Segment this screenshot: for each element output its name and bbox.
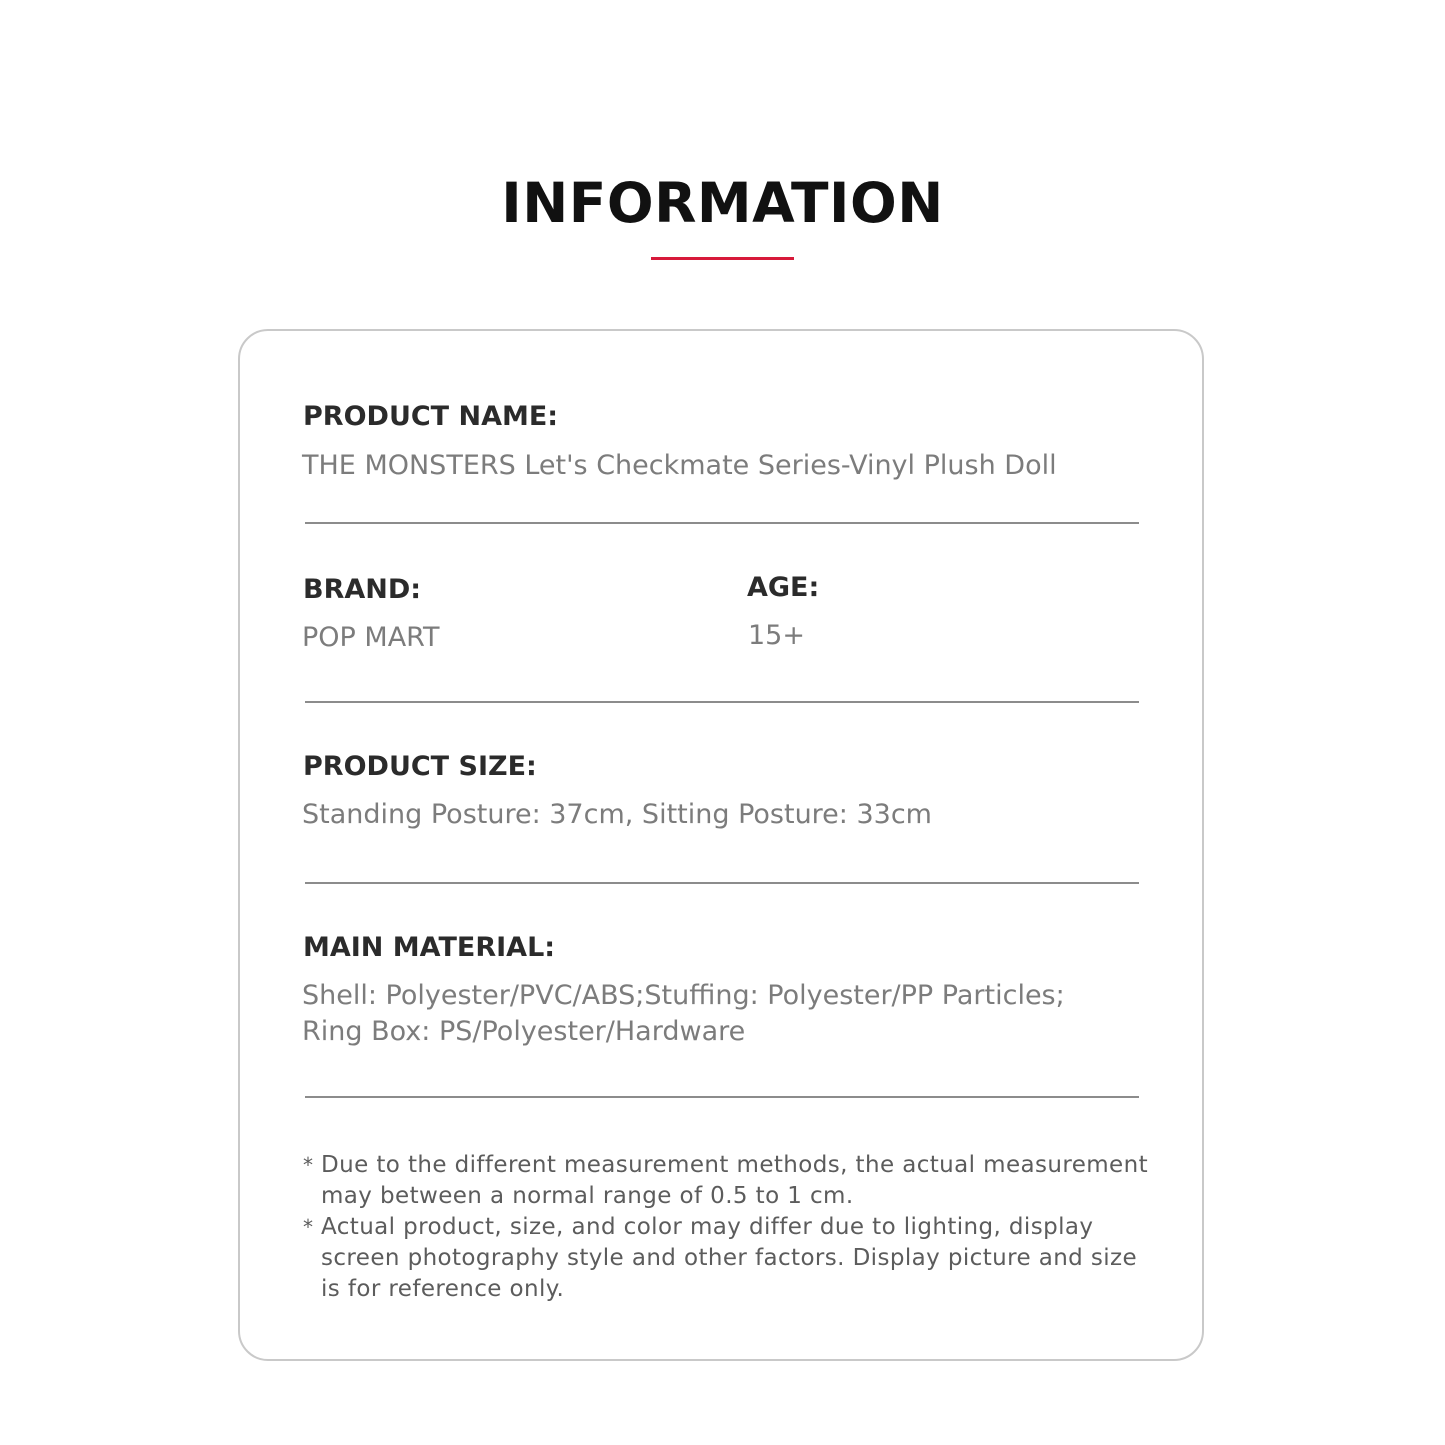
divider <box>305 882 1139 884</box>
disclaimer-note-text: Actual product, size, and color may differ due to lighting, display screen photography style and other factors. Display picture and size is for reference only. <box>321 1214 1138 1302</box>
product-size-value: Standing Posture: 37cm, Sitting Posture: 33cm <box>302 799 932 830</box>
product-size-label: PRODUCT SIZE: <box>303 751 537 782</box>
bullet-asterisk: * <box>303 1215 314 1239</box>
main-material-label: MAIN MATERIAL: <box>303 932 556 963</box>
disclaimer-note-text: Due to the different measurement methods, the actual measurement may between a normal range of 0.5 to 1 cm. <box>321 1152 1148 1209</box>
main-material-value-line2: Ring Box: PS/Polyester/Hardware <box>302 1016 746 1047</box>
age-label: AGE: <box>747 572 820 603</box>
product-name-label: PRODUCT NAME: <box>303 401 559 432</box>
main-material-value-line1: Shell: Polyester/PVC/ABS;Stuffing: Polyester/PP Particles; <box>302 980 1065 1011</box>
brand-value: POP MART <box>302 622 440 653</box>
bullet-asterisk: * <box>303 1153 314 1177</box>
disclaimer-note <box>303 1212 1163 1305</box>
divider <box>305 522 1139 524</box>
brand-label: BRAND: <box>303 574 422 605</box>
title-underline <box>651 257 794 260</box>
disclaimer-notes <box>303 1150 1163 1305</box>
age-value: 15+ <box>748 620 805 651</box>
product-name-value: THE MONSTERS Let's Checkmate Series-Vinyl Plush Doll <box>302 450 1057 481</box>
disclaimer-note <box>303 1150 1163 1212</box>
divider <box>305 701 1139 703</box>
divider <box>305 1096 1139 1098</box>
page-title: INFORMATION <box>501 171 944 235</box>
